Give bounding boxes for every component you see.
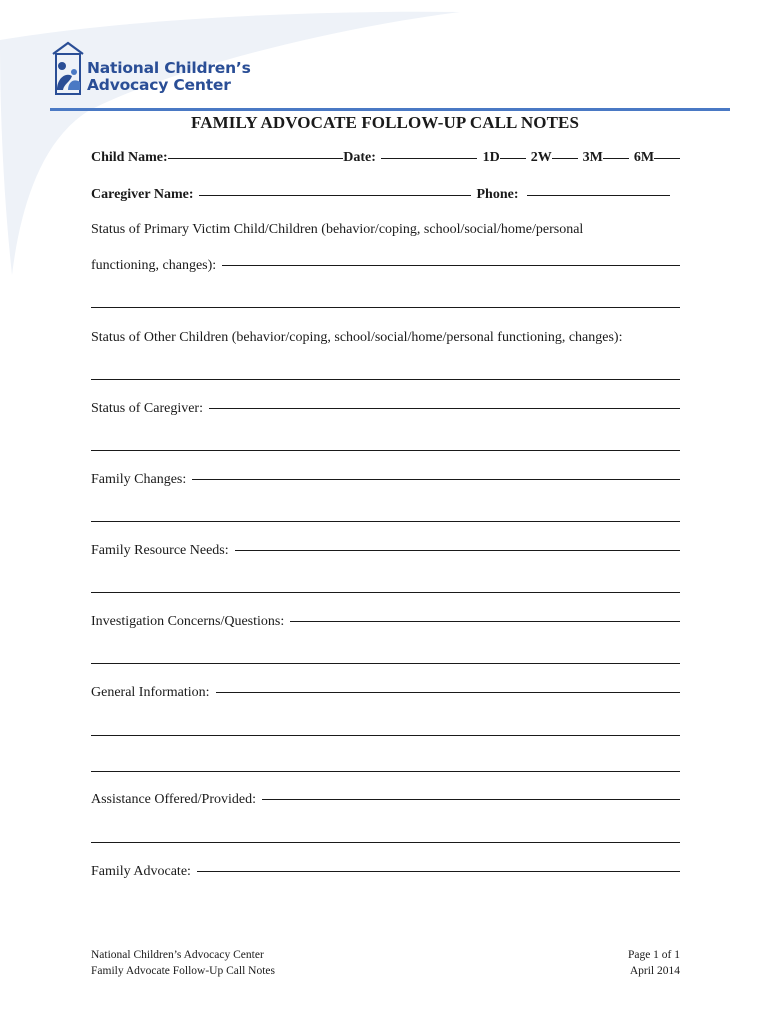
- phone-label: Phone:: [476, 187, 519, 202]
- footer-doc-title: Family Advocate Follow-Up Call Notes: [91, 965, 275, 977]
- general-info-line-3[interactable]: [91, 771, 680, 772]
- footer-left: [91, 947, 275, 979]
- resource-needs-label: Family Resource Needs:: [91, 543, 229, 558]
- family-changes-row: [91, 472, 680, 488]
- footer-date: April 2014: [629, 965, 680, 977]
- frequency-2w-label: 2W: [530, 150, 552, 165]
- general-info-row: [91, 685, 680, 701]
- child-name-field[interactable]: [168, 157, 344, 159]
- footer-right: [628, 947, 680, 979]
- investigation-field[interactable]: [290, 621, 680, 622]
- frequency-1d-field[interactable]: [500, 157, 526, 159]
- investigation-label: Investigation Concerns/Questions:: [91, 614, 285, 629]
- assistance-field[interactable]: [262, 799, 680, 800]
- caregiver-status-field[interactable]: [209, 408, 680, 409]
- investigation-line-2[interactable]: [91, 663, 680, 664]
- family-advocate-row: [91, 864, 680, 880]
- date-label: Date:: [343, 150, 376, 165]
- caregiver-row: [91, 187, 680, 203]
- assistance-line-2[interactable]: [91, 842, 680, 843]
- frequency-2w-field[interactable]: [552, 157, 578, 159]
- frequency-3m-label: 3M: [582, 150, 603, 165]
- caregiver-status-row: [91, 401, 680, 417]
- caregiver-name-label: Caregiver Name:: [91, 187, 194, 202]
- logo-line-1: National Children’s: [87, 59, 251, 77]
- other-children-label: Status of Other Children (behavior/coping, school/social/home/personal functioning, changes):: [91, 330, 623, 345]
- frequency-1d-label: 1D: [482, 150, 500, 165]
- frequency-3m-field[interactable]: [603, 157, 629, 159]
- general-info-label: General Information:: [91, 685, 210, 700]
- family-changes-field[interactable]: [192, 479, 680, 480]
- resource-needs-line-2[interactable]: [91, 592, 680, 593]
- family-advocate-field[interactable]: [197, 871, 680, 872]
- logo-house-icon: [50, 40, 88, 100]
- footer-page-number: Page 1 of 1: [627, 949, 680, 961]
- family-changes-line-2[interactable]: [91, 521, 680, 522]
- caregiver-status-label: Status of Caregiver:: [91, 401, 203, 416]
- frequency-6m-label: 6M: [633, 150, 655, 165]
- child-name-label: Child Name:: [91, 150, 168, 165]
- primary-victim-field[interactable]: [222, 265, 680, 266]
- date-field[interactable]: [381, 157, 477, 159]
- logo-line-2: Advocacy Center: [87, 76, 231, 94]
- primary-victim-line-2[interactable]: [91, 307, 680, 308]
- resource-needs-field[interactable]: [235, 550, 680, 551]
- caregiver-status-line-2[interactable]: [91, 450, 680, 451]
- assistance-label: Assistance Offered/Provided:: [91, 792, 256, 807]
- phone-field[interactable]: [527, 194, 670, 196]
- caregiver-name-field[interactable]: [199, 194, 471, 196]
- page-title: FAMILY ADVOCATE FOLLOW-UP CALL NOTES: [190, 113, 580, 132]
- investigation-row: [91, 614, 680, 630]
- family-changes-label: Family Changes:: [91, 472, 187, 487]
- general-info-field[interactable]: [216, 692, 680, 693]
- resource-needs-row: [91, 543, 680, 559]
- primary-victim-row: [91, 258, 680, 274]
- family-advocate-label: Family Advocate:: [91, 864, 191, 879]
- header-rule: [50, 108, 730, 111]
- ncac-logo: [50, 40, 250, 104]
- frequency-6m-field[interactable]: [654, 157, 680, 159]
- other-children-line[interactable]: [91, 379, 680, 380]
- general-info-line-2[interactable]: [91, 735, 680, 736]
- primary-victim-label-cont: functioning, changes):: [91, 258, 217, 273]
- assistance-row: [91, 792, 680, 808]
- primary-victim-label: Status of Primary Victim Child/Children (behavior/coping, school/social/home/personal: [91, 222, 584, 237]
- child-name-row: [91, 150, 680, 166]
- footer-org: National Children’s Advocacy Center: [91, 949, 264, 961]
